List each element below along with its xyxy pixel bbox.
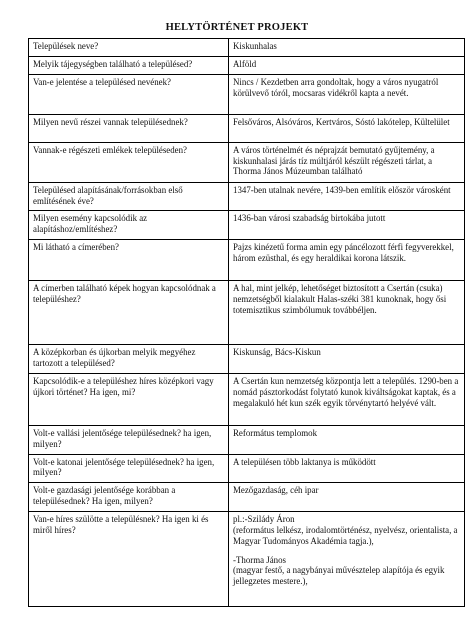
question-cell: A középkorban és újkorban melyik megyéhez tartozott a településed? <box>29 345 229 374</box>
answer-cell <box>229 56 465 74</box>
table-row <box>29 114 465 142</box>
question-cell: Milyen nevű részei vannak településednek? <box>29 114 229 142</box>
answer-text: Kiskunság, Bács-Kiskun <box>233 347 321 358</box>
table-row <box>29 281 465 345</box>
answer-text: Református templomok <box>233 427 318 438</box>
question-cell: Volt-e gazdasági jelentősége korábban a településednek? Ha igen, milyen? <box>29 483 229 512</box>
question-cell: Van-e híres szülötte a településnek? Ha igen ki és miről híres? <box>29 512 229 607</box>
table-row <box>29 512 465 607</box>
answer-text: (magyar festő, a nagybányai művésztelep alapítója és egyik jellegzetes mestere.), <box>233 565 445 587</box>
answer-text: Mezőgazdaság, céh ipar <box>233 485 319 496</box>
answer-cell <box>229 425 465 454</box>
question-cell: Melyik tájegységben található a településed? <box>29 56 229 74</box>
answer-cell <box>229 281 465 345</box>
answer-text: A város történelmét és néprajzát bemutató gyűjtemény, a kiskunhalasi járás tíz múltjáról készült régészeti tárlat, a Thorma János Múzeumban található <box>233 144 435 177</box>
table-row <box>29 373 465 425</box>
answer-cell <box>229 211 465 240</box>
answer-text: A településen több laktanya is működött <box>233 456 376 467</box>
answer-cell <box>229 39 465 57</box>
table-row <box>29 182 465 211</box>
table-row <box>29 74 465 114</box>
page-title: HELYTÖRTÉNET PROJEKT <box>165 22 309 33</box>
answer-cell <box>229 345 465 374</box>
answer-text: 1347-ben utalnak nevére, 1439-ben említik először városként <box>233 184 451 195</box>
answer-text: pl.:-Szilády Áron <box>233 514 295 525</box>
question-cell: A címerben található képek hogyan kapcsolódnak a településhez? <box>29 281 229 345</box>
qa-table <box>28 38 465 607</box>
answer-text: -Thorma János <box>233 554 286 565</box>
table-row <box>29 142 465 182</box>
answer-cell <box>229 142 465 182</box>
answer-text: Pajzs kinézetű forma amin egy páncélozott férfi fegyverekkel, három ezüsthal, és egy heraldikai korona látszik. <box>233 242 454 264</box>
table-row <box>29 345 465 374</box>
answer-cell <box>229 512 465 607</box>
answer-text: 1436-ban városi szabadság birtokába jutott <box>233 213 386 224</box>
answer-text: A hal, mint jelkép, lehetőséget biztosított a Csertán (csuka) nemzetségből kialakult Halas-széki 381 kunoknak, hogy ősi totemisztikus szimbólumuk továbbéljen. <box>233 283 447 315</box>
question-cell: Kapcsolódik-e a településhez híres középkori vagy újkori történet? Ha igen, mi? <box>29 373 229 425</box>
table-row <box>29 56 465 74</box>
answer-cell <box>229 240 465 281</box>
answer-text: Alföld <box>233 58 257 69</box>
question-cell: Van-e jelentése a településed nevének? <box>29 74 229 114</box>
table-row <box>29 483 465 512</box>
table-row <box>29 454 465 483</box>
answer-cell <box>229 373 465 425</box>
answer-text: (református lelkész, irodalomtörténész, nyelvész, orientalista, a Magyar Tudományos Akadémia tagja.), <box>233 524 458 546</box>
table-row <box>29 425 465 454</box>
answer-text <box>233 547 460 555</box>
question-cell: Településed alapításának/forrásokban első említésének éve? <box>29 182 229 211</box>
answer-cell <box>229 454 465 483</box>
answer-text: A Csertán kun nemzetség központja lett a település. 1290-ben a nomád pásztorkodást folytató kunok kiváltságokat kaptak, és a megalakuló hét kun szék egyik törvénytartó helyévé vált. <box>233 375 459 408</box>
question-cell: Vannak-e régészeti emlékek településeden? <box>29 142 229 182</box>
question-cell: Milyen esemény kapcsolódik az alapításhoz/említéshez? <box>29 211 229 240</box>
table-row <box>29 39 465 57</box>
answer-text: Nincs / Kezdetben arra gondoltak, hogy a város nyugatról körülvevő tóról, mocsaras vidékről kapta a nevét. <box>233 76 439 98</box>
table-row <box>29 211 465 240</box>
answer-text: Felsőváros, Alsóváros, Kertváros, Sóstó lakótelep, Kültelület <box>233 116 450 127</box>
question-cell: Mi látható a címerében? <box>29 240 229 281</box>
answer-cell <box>229 182 465 211</box>
answer-cell <box>229 74 465 114</box>
answer-cell <box>229 483 465 512</box>
question-cell: Települések neve? <box>29 39 229 57</box>
answer-text: Kiskunhalas <box>233 41 277 51</box>
question-cell: Volt-e katonai jelentősége településednek? ha igen, milyen? <box>29 454 229 483</box>
answer-cell <box>229 114 465 142</box>
question-cell: Volt-e vallási jelentősége településednek? ha igen, milyen? <box>29 425 229 454</box>
table-row <box>29 240 465 281</box>
qa-table-body <box>29 39 465 607</box>
